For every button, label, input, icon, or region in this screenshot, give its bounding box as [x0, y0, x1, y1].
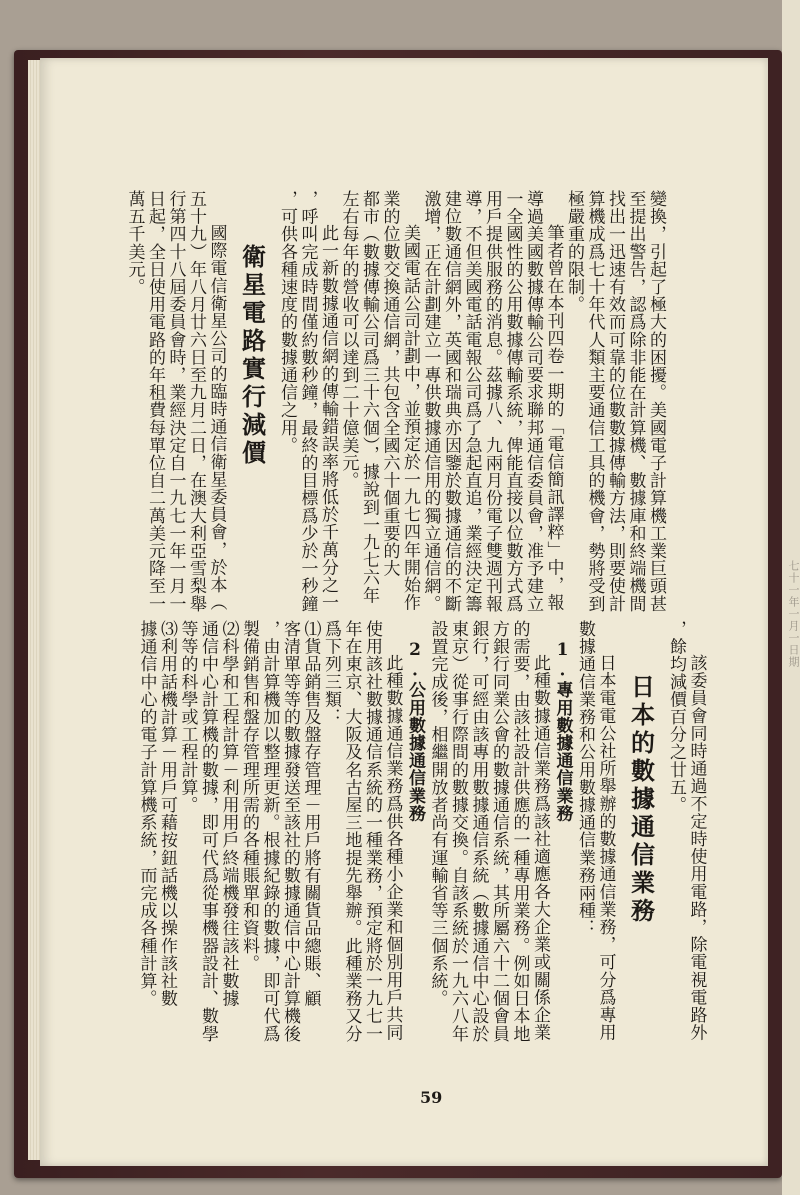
text-line: 筆者曾在本刊四卷一期的「電信簡訊譯粹」中，報: [543, 224, 564, 612]
text-line: 找出一迅速有效而可靠的位數數據傳輸方法，則要使計: [605, 190, 625, 613]
text-line: 該委員會同時通過不定時使用電路，除電視電路外: [686, 654, 707, 1042]
text-line: ⑵科學和工程計算－利用用戶終端機發往該社數據: [218, 620, 239, 1008]
text-line: 業的位數交換通信網，共包含全國六十個重要的大: [379, 190, 400, 578]
text-line: 行第四十八屆委員會時，業經決定自一九七一年一月一: [165, 190, 186, 613]
text-line: 國際電信衛星公司的臨時通信衛星委員會，於本（: [206, 224, 227, 612]
text-line: 導過美國數據傳輸公司要求聯邦通信委員會，准予建立: [523, 190, 543, 613]
text-line: 建位數通信網外，英國和瑞典亦因鑒於數據通信的不斷: [441, 190, 461, 613]
text-line: 日本電電公社所舉辦的數據通信業務，可分爲專用: [595, 654, 616, 1042]
text-line: 爲下列三類：: [321, 620, 341, 726]
text-line: ，餘均減價百分之廿五。: [666, 620, 686, 814]
text-line: 至提出警告，認爲除非能在計算機、數據庫和終端機間: [625, 190, 646, 613]
facing-page-text: 七十一年一月一日期: [787, 560, 800, 668]
text-line: 等等的科學或工程計算。: [177, 620, 198, 814]
subsection-heading: 2.公用數據通信業務: [405, 640, 425, 822]
text-line: 方銀行同業公會的數據通信系統，其所屬六十二個會員: [489, 620, 509, 1043]
section-heading: 衛星電路實行減價: [237, 244, 267, 468]
text-line: 五十九）年八月廿六日至九月二日，在澳大利亞雪梨舉: [186, 190, 206, 613]
text-line: 數據通信業務和公用數據通信業務兩種：: [575, 620, 595, 937]
lower-text-block: [136, 620, 707, 1078]
text-line: 使用該社數據通信系統的一種業務，預定將於一九七一: [362, 620, 382, 1043]
text-line: 用戶提供服務的消息。茲據八、九兩月份電子雙週刊報: [482, 190, 502, 613]
page-number: 59: [420, 1088, 443, 1107]
text-line: 銀行，可經由該專用數據通信系統（數據通信中心設於: [468, 620, 489, 1043]
book-page: [40, 58, 768, 1166]
text-line: 算機成爲七十年代人類主要通信工具的機會，勢將受到: [584, 190, 605, 613]
text-line: ⑶利用話機計算－用戶可藉按鈕話機以操作該社數: [157, 620, 177, 1008]
text-line: 左右每年的營收可以達到二十億美元。: [338, 190, 359, 490]
text-line: 極嚴重的限制。: [564, 190, 584, 314]
text-line: 此種數據通信業務爲該社適應各大企業或關係企業: [530, 654, 550, 1042]
text-line: 一全國性的公用數據傳輸系統，俾能直接以位數方式爲: [502, 190, 523, 613]
text-line: 美國電話公司計劃中，並預定於一九七四年開始作: [400, 224, 420, 612]
upper-text-block: [124, 190, 666, 648]
text-line: 激增，正在計劃建立一專供數據通信用的獨立通信網。: [420, 190, 441, 613]
text-line: 變換，引起了極大的困擾。美國電子計算機工業巨頭甚: [646, 190, 666, 613]
facing-page-strip: [782, 0, 800, 1195]
text-line: 東京）從事行際間的數據交換。自該系統於一九六八年: [448, 620, 468, 1043]
text-line: 的需要，由該社設計供應的一種專用業務。例如日本地: [509, 620, 530, 1043]
text-line: 通信中心計算機的數據，即可代爲從事機器設計、數學: [198, 620, 218, 1043]
text-line: 設置完成後，相繼開放者尚有運輸省等三個系統。: [427, 620, 448, 1008]
text-line: 年在東京、大阪及名古屋三地提先舉辦。此種業務又分: [341, 620, 362, 1043]
text-line: 據通信中心的電子計算機系統，而完成各種計算。: [136, 620, 157, 1008]
text-line: 客清單等等的數據發送至該社的數據通信中心計算機後: [280, 620, 300, 1043]
section-heading: 日本的數據通信業務: [626, 674, 656, 926]
text-line: 製備銷售和盤存管理所需的各種賬單和資料。: [239, 620, 259, 972]
text-line: 此一新數據通信網的傳輸錯誤率將低於千萬分之一: [318, 224, 338, 612]
text-line: 此種數據通信業務爲供各種小企業和個別用戶共同: [382, 654, 403, 1042]
text-line: ，可供各種速度的數據通信之用。: [277, 190, 297, 454]
text-line: ，由計算機加以整理更新。根據紀錄的數據，即可代爲: [259, 620, 280, 1043]
subsection-heading: 1.專用數據通信業務: [552, 640, 573, 822]
text-line: ⑴貨品銷售及盤存管理－用戶將有關貨品總賬、顧: [300, 620, 321, 1008]
text-line: 導，不但美國電話電報公司爲了急起直追，業經決定籌: [461, 190, 482, 613]
text-line: 萬五千美元。: [124, 190, 145, 296]
text-line: ，呼叫完成時間僅約數秒鐘，最終的目標爲少於一秒鐘: [297, 190, 318, 613]
text-line: 都市（數據傳輸公司爲三十六個），據說到一九七六年: [359, 190, 379, 604]
text-line: 日起，全日使用電路的年租費每單位自二萬美元降至一: [145, 190, 165, 613]
